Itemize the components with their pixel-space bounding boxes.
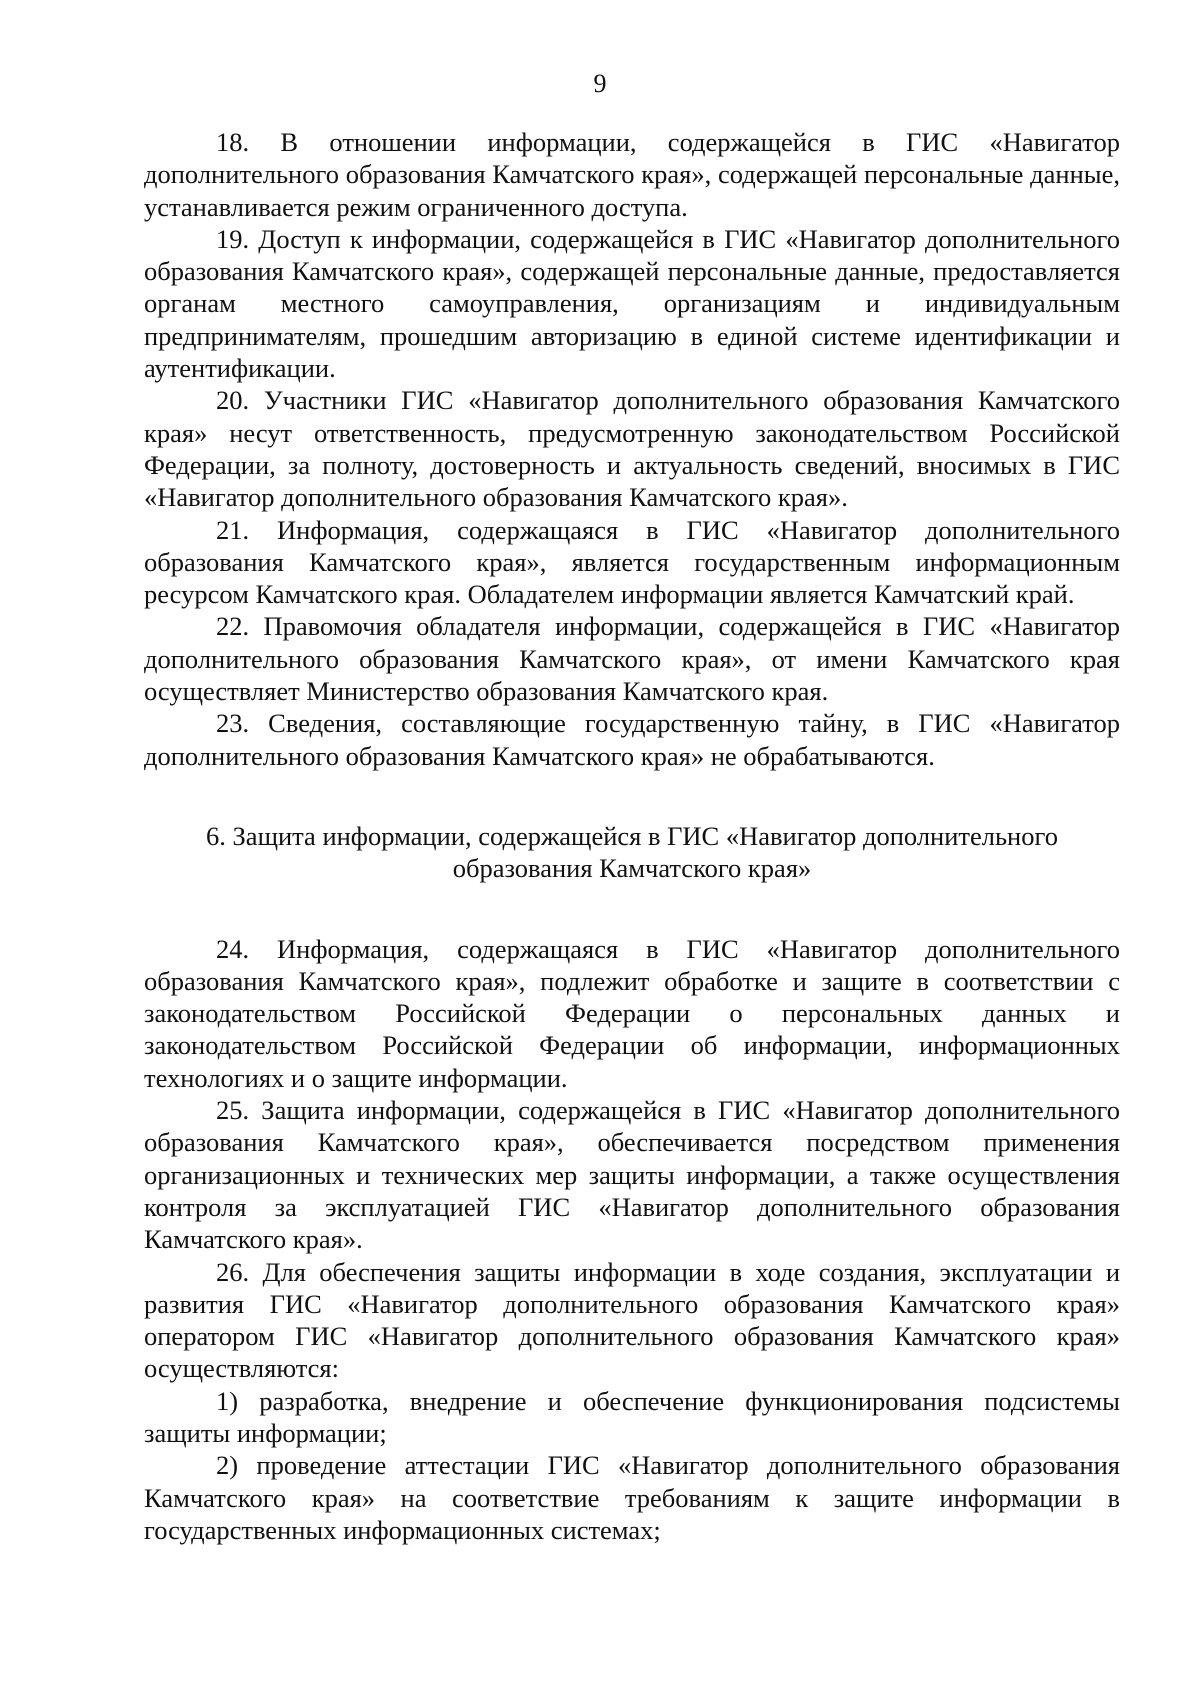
paragraph-26: 26. Для обеспечения защиты информации в ходе создания, эксплуатации и развития ГИС «Навигатор дополнительного образования Камчатского края» оператором ГИС «Навигатор дополнительного образования Камчатского края» осуществляются:	[144, 1256, 1120, 1384]
page-number: 9	[593, 69, 607, 98]
list-item-1: 1) разработка, внедрение и обеспечение функционирования подсистемы защиты информации;	[144, 1385, 1120, 1448]
paragraph-24: 24. Информация, содержащаяся в ГИС «Навигатор дополнительного образования Камчатского края», подлежит обработке и защите в соответствии с законодательством Российской Федерации о персональных данных и законодательством Российской Федерации об информации, информационных технологиях и о защите информации.	[144, 933, 1120, 1093]
paragraph-23: 23. Сведения, составляющие государственную тайну, в ГИС «Навигатор дополнительного образования Камчатского края» не обрабатываются.	[144, 708, 1120, 771]
paragraph-19: 19. Доступ к информации, содержащейся в ГИС «Навигатор дополнительного образования Камчатского края», содержащей персональные данные, предоставляется органам местного самоуправления, организациям и индивидуальным предпринимателям, прошедшим авторизацию в единой системе идентификации и аутентификации.	[144, 223, 1120, 384]
paragraph-21: 21. Информация, содержащаяся в ГИС «Навигатор дополнительного образования Камчатского края», является государственным информационным ресурсом Камчатского края. Обладателем информации является Камчатский край.	[144, 514, 1120, 610]
section-heading-line-2: образования Камчатского края»	[452, 853, 812, 884]
document-body	[144, 126, 1120, 1546]
list-item-2: 2) проведение аттестации ГИС «Навигатор дополнительного образования Камчатского края» на соответствие требованиям к защите информации в государственных информационных системах;	[144, 1450, 1120, 1545]
paragraph-20: 20. Участники ГИС «Навигатор дополнительного образования Камчатского края» несут ответственность, предусмотренную законодательством Российской Федерации, за полноту, достоверность и актуальность сведений, вносимых в ГИС «Навигатор дополнительного образования Камчатского края».	[144, 385, 1120, 513]
paragraph-25: 25. Защита информации, содержащейся в ГИС «Навигатор дополнительного образования Камчатского края», обеспечивается посредством применения организационных и технических мер защиты информации, а также осуществления контроля за эксплуатацией ГИС «Навигатор дополнительного образования Камчатского края».	[144, 1095, 1120, 1255]
paragraph-22: 22. Правомочия обладателя информации, содержащейся в ГИС «Навигатор дополнительного образования Камчатского края», от имени Камчатского края осуществляет Министерство образования Камчатского края.	[144, 611, 1120, 707]
paragraph-18: 18. В отношении информации, содержащейся в ГИС «Навигатор дополнительного образования Камчатского края», содержащей персональные данные, устанавливается режим ограниченного доступа.	[144, 127, 1120, 222]
section-heading-line-1: 6. Защита информации, содержащейся в ГИС «Навигатор дополнительного	[206, 820, 1058, 851]
section-heading	[144, 820, 1120, 885]
